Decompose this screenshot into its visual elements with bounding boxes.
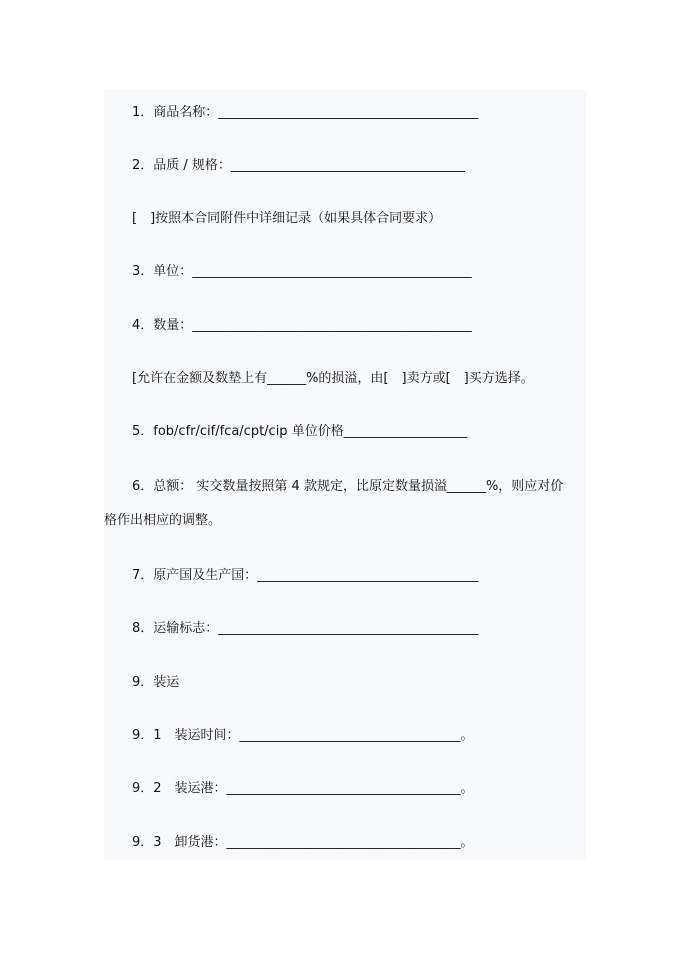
item-shipment-heading: 9．装运 bbox=[132, 675, 180, 690]
total-amount-line-2: 格作出相应的调整。 bbox=[104, 513, 222, 528]
item-total-amount bbox=[104, 478, 586, 530]
item-shipment-time: 9．1 装运时间：__________________________________。 bbox=[132, 728, 474, 743]
item-unit: 3．单位：___________________________________________ bbox=[132, 264, 472, 279]
item-product-name: 1．商品名称：________________________________________ bbox=[132, 105, 479, 120]
item-attachment-note: [ ]按照本合同附件中详细记录（如果具体合同要求） bbox=[132, 211, 442, 226]
item-shipping-marks: 8．运输标志：________________________________________ bbox=[132, 621, 479, 636]
item-port-of-discharge: 9．3 卸货港：____________________________________。 bbox=[132, 835, 474, 850]
contract-content bbox=[104, 90, 586, 860]
item-country-of-origin: 7．原产国及生产国：__________________________________ bbox=[132, 568, 479, 583]
total-amount-line-1: 6．总额： 实交数量按照第 4 款规定，比原定数量损溢______%，则应对价 bbox=[132, 479, 564, 494]
item-quantity: 4．数量：___________________________________________ bbox=[132, 318, 472, 333]
item-unit-price: 5．fob/cfr/cif/fca/cpt/cip 单位价格___________________ bbox=[132, 424, 468, 439]
item-port-of-loading: 9．2 装运港：____________________________________。 bbox=[132, 781, 474, 796]
item-quality-spec: 2．品质 / 规格：____________________________________ bbox=[132, 158, 465, 173]
item-tolerance-note: [允许在金额及数墊上有______%的损溢，由[ ]卖方或[ ]买方选择。 bbox=[132, 371, 534, 386]
